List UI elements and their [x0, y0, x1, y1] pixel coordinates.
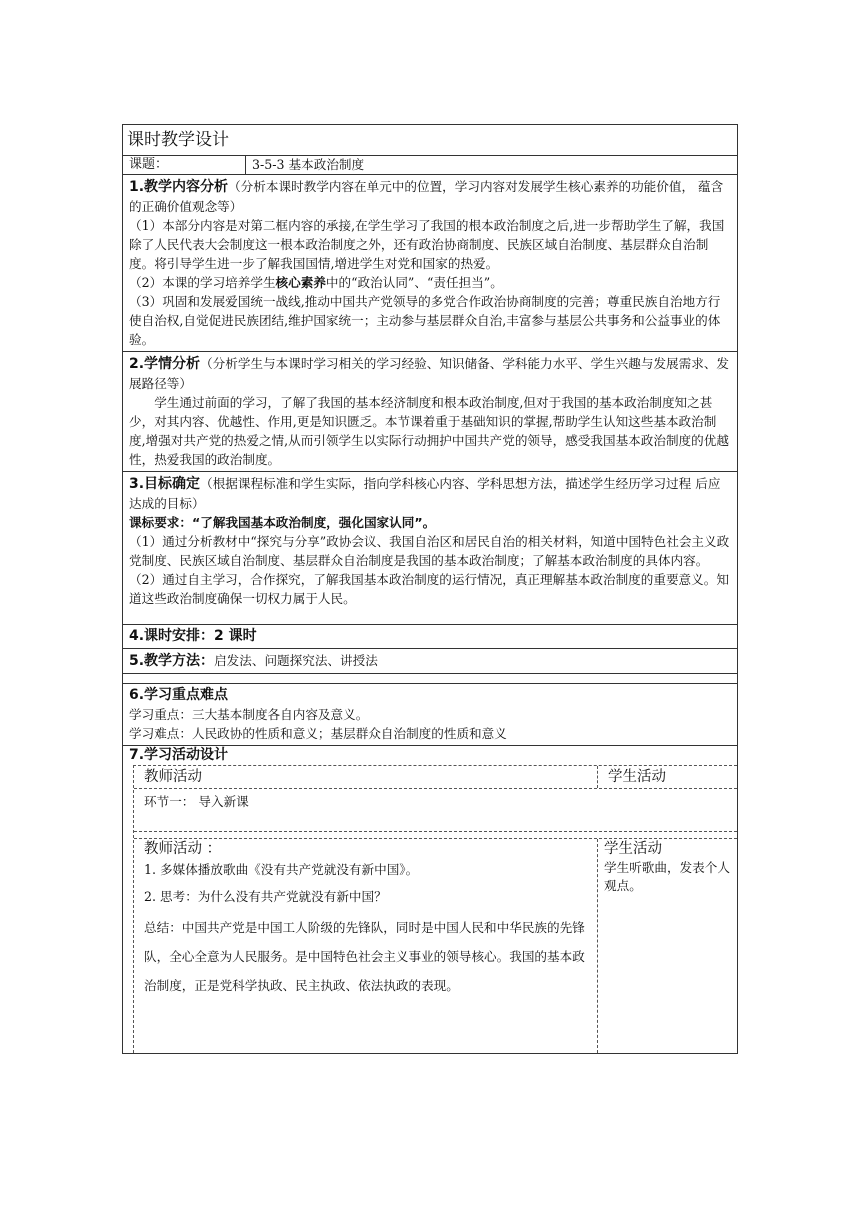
teacher-activity-header: 教师活动 [134, 766, 598, 788]
teacher-activity-cell [134, 839, 598, 1053]
lesson-design-table [122, 124, 738, 1054]
requirement-text: “了解我国基本政治制度，强化国家认同”。 [191, 515, 436, 530]
subject-label: 课题： [123, 156, 246, 174]
paragraph [129, 273, 731, 292]
paragraph: （1）本部分内容是对第二框内容的承接,在学生学习了我国的根本政治制度之后,进一步帮助学生了解，我国除了人民代表大会制度这一根本政治制度之外，还有政治协商制度、民族区域自治制度、基层群众自治制度。将引导学生进一步了解我国国情,增进学生对党和国家的热爱。 [129, 218, 725, 271]
paragraph: （1）通过分析教材中“探究与分享”政协会议、我国自治区和居民自治的相关材料，知道中国特色社会主义政党制度、民族区域自治制度、基层群众自治制度是我国的基本政治制度；了解基本政治制度的具体内容。 [129, 534, 730, 568]
paragraph: （3）巩固和发展爱国统一战线,推动中国共产党领导的多党合作政治协商制度的完善；尊重民族自治地方行使自治权,自觉促进民族团结,维护国家统一；主动参与基层群众自治,丰富参与基层公共事务和公益事业的体验。 [129, 294, 721, 347]
difficult-point: 学习难点：人民政协的性质和意义；基层群众自治制度的性质和意义 [129, 726, 507, 741]
subject-value: 3-5-3 基本政治制度 [252, 157, 365, 172]
page-title: 课时教学设计 [122, 124, 738, 156]
activity-item: 2. 思考：为什么没有共产党就没有新中国？ [144, 889, 387, 904]
section-note: （分析学生与本课时学习相关的学习经验、知识储备、学科能力水平、学生兴趣与发展需求、发展路径等） [129, 356, 729, 391]
section-learner-analysis [122, 352, 738, 472]
bold-term: 核心素养 [275, 275, 326, 290]
step-row [134, 789, 737, 832]
activity-table [133, 765, 737, 1053]
section-heading: 4.课时安排：2 课时 [129, 628, 257, 644]
section-heading: 2.学情分析 [129, 356, 201, 372]
key-point: 学习重点：三大基本制度各自内容及意义。 [129, 707, 369, 722]
section-heading: 5.教学方法： [129, 653, 215, 669]
activity-item: 1. 多媒体播放歌曲《没有共产党就没有新中国》。 [144, 862, 419, 877]
section-note: （根据课程标准和学生实际，指向学科核心内容、学科思想方法，描述学生经历学习过程 后应达成的目标） [129, 476, 721, 511]
section-key-points [122, 684, 738, 746]
activity-header-row [134, 766, 737, 789]
section-content-analysis [122, 175, 738, 352]
section-activities [122, 746, 738, 1054]
student-activity-text: 学生听歌曲，发表个人观点。 [604, 860, 730, 893]
step-title: 环节一： 导入新课 [144, 794, 249, 809]
text-fragment: （2）本课的学习培养学生 [129, 275, 276, 290]
section-heading: 3.目标确定 [129, 476, 201, 492]
teacher-activity-label: 教师活动 ： [144, 841, 222, 857]
subject-row [122, 156, 738, 175]
section-methods [122, 649, 738, 674]
activity-summary: 总结：中国共产党是中国工人阶级的先锋队，同时是中国人民和中华民族的先锋队，全心全意为人民服务。是中国特色社会主义事业的领导核心。我国的基本政治制度，正是党科学执政、民主执政、依法执政的表现。 [144, 920, 585, 993]
methods-text: 启发法、问题探究法、讲授法 [214, 653, 378, 668]
paragraph [129, 513, 731, 532]
section-heading: 7.学习活动设计 [129, 747, 229, 763]
section-schedule [122, 625, 738, 649]
paragraph: （2）通过自主学习，合作探究，了解我国基本政治制度的运行情况，真正理解基本政治制度的重要意义。知道这些政治制度确保一切权力属于人民。 [129, 572, 729, 606]
section-note: （分析本课时教学内容在单元中的位置，学习内容对发展学生核心素养的功能价值， 蕴含的正确价值观念等） [129, 179, 724, 214]
spacer [129, 608, 731, 622]
text-fragment: 中的“政治认同”、“责任担当”。 [325, 275, 503, 290]
student-activity-label: 学生活动 [604, 841, 662, 857]
section-objectives [122, 472, 738, 625]
spacer-row [122, 674, 738, 684]
section-heading: 1.教学内容分析 [129, 179, 229, 195]
student-activity-cell [598, 839, 737, 1053]
paragraph: 学生通过前面的学习，了解了我国的基本经济制度和根本政治制度,但对于我国的基本政治制度知之甚少，对其内容、优越性、作用,更是知识匮乏。本节课着重于基础知识的掌握,帮助学生认知这些基本政治制度,增强对共产党的热爱之情,从而引领学生以实际行动拥护中国共产党的领导，感受我国基本政治制度的优越性，热爱我国的政治制度。 [129, 395, 729, 467]
section-heading: 6.学习重点难点 [129, 687, 229, 703]
activity-content-row [134, 838, 737, 1053]
requirement-label: 课标要求： [129, 515, 192, 530]
student-activity-header: 学生活动 [608, 769, 666, 785]
